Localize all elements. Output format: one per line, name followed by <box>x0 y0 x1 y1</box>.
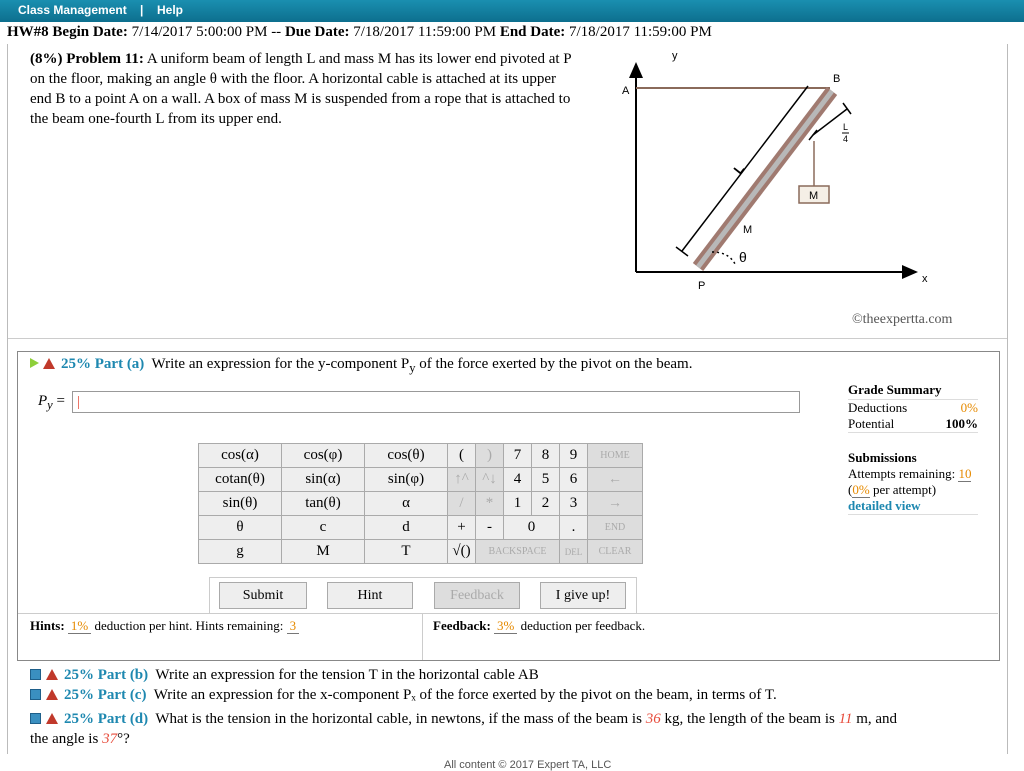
key-clear[interactable]: CLEAR <box>588 540 643 564</box>
frame-right <box>1007 44 1008 754</box>
label-quarter-den: 4 <box>843 134 849 144</box>
equation-keypad <box>198 443 643 564</box>
hw-name: HW#8 <box>7 24 49 40</box>
part-c-header[interactable]: 25% Part (c) Write an expression for the x-component Pₓ of the force exerted by the pivot on the beam, in terms of T. <box>30 687 777 704</box>
key-c[interactable]: c <box>282 516 365 540</box>
key-g[interactable]: g <box>199 540 282 564</box>
key-multiply[interactable]: * <box>476 492 504 516</box>
part-b-text: Write an expression for the tension T in the horizontal cable AB <box>155 667 539 683</box>
expand-triangle-icon[interactable] <box>30 358 39 368</box>
answer-input[interactable] <box>72 391 800 413</box>
end-date: 7/18/2017 11:59:00 PM <box>568 24 712 40</box>
key-minus[interactable]: - <box>476 516 504 540</box>
key-sin-theta[interactable]: sin(θ) <box>199 492 282 516</box>
part-a-percent: 25% Part (a) <box>61 356 145 372</box>
problem-weight: (8%) <box>30 51 63 67</box>
submissions-panel: Submissions Attempts remaining: 10 (0% per attempt) detailed view <box>848 450 978 515</box>
begin-date: 7/14/2017 5:00:00 PM <box>131 24 268 40</box>
key-del[interactable]: DEL <box>560 540 588 564</box>
key-3[interactable]: 3 <box>560 492 588 516</box>
submissions-title: Submissions <box>848 450 917 465</box>
key-superscript[interactable]: ↑^ <box>448 468 476 492</box>
x-arrow-icon <box>902 265 918 279</box>
hints-info: Hints: 1% deduction per hint. Hints remaining: 3 <box>30 618 299 634</box>
give-up-button[interactable]: I give up! <box>540 582 626 609</box>
answer-label: $P_y$ = <box>38 393 65 412</box>
copyright-credit: ©theexpertta.com <box>852 312 953 327</box>
due-label: Due Date: <box>284 24 350 40</box>
beam-mass-value: 36 <box>645 711 661 727</box>
attempts-remaining: 10 <box>958 466 972 481</box>
key-5[interactable]: 5 <box>532 468 560 492</box>
detailed-view-link[interactable]: detailed view <box>848 498 921 513</box>
key-cos-theta[interactable]: cos(θ) <box>365 444 448 468</box>
label-m-beam: M <box>743 224 753 236</box>
hints-feedback-divider <box>422 614 423 660</box>
key-4[interactable]: 4 <box>504 468 532 492</box>
beam-length-value: 11 <box>838 711 853 727</box>
key-tan-theta[interactable]: tan(θ) <box>282 492 365 516</box>
warning-icon <box>46 669 58 680</box>
grade-title: Grade Summary <box>848 382 978 400</box>
part-c-text: Write an expression for the x-component Pₓ of the force exerted by the pivot on the beam, in terms of T. <box>153 687 777 703</box>
label-x: x <box>922 273 928 285</box>
label-b: B <box>833 73 841 85</box>
part-d-continued: the angle is 37°? <box>30 731 130 747</box>
key-right-arrow-icon[interactable]: → <box>588 492 643 516</box>
label-theta: θ <box>739 249 747 265</box>
key-sin-alpha[interactable]: sin(α) <box>282 468 365 492</box>
key-sqrt[interactable]: √() <box>448 540 476 564</box>
key-theta[interactable]: θ <box>199 516 282 540</box>
part-b-header[interactable]: 25% Part (b) Write an expression for the tension T in the horizontal cable AB <box>30 667 539 684</box>
submit-button[interactable]: Submit <box>219 582 307 609</box>
footer-copyright: All content © 2017 Expert TA, LLC <box>444 759 612 771</box>
beam-diagram <box>600 52 980 297</box>
key-left-arrow-icon[interactable]: ← <box>588 468 643 492</box>
label-y: y <box>672 52 678 62</box>
y-arrow-icon <box>629 62 643 78</box>
key-divide[interactable]: / <box>448 492 476 516</box>
potential-value: 100% <box>945 416 978 431</box>
key-2[interactable]: 2 <box>532 492 560 516</box>
part-d-header[interactable]: 25% Part (d) What is the tension in the horizontal cable, in newtons, if the mass of the beam is 36 kg, the length of the beam is 11 m, and <box>30 711 897 728</box>
frame-left <box>7 44 8 754</box>
end-label: End Date: <box>499 24 566 40</box>
label-p: P <box>698 280 706 292</box>
key-open-paren[interactable]: ( <box>448 444 476 468</box>
hint-button[interactable]: Hint <box>327 582 413 609</box>
part-a-sub: y <box>409 361 416 375</box>
key-7[interactable]: 7 <box>504 444 532 468</box>
part-a-header[interactable] <box>30 356 692 376</box>
key-t[interactable]: T <box>365 540 448 564</box>
key-cos-phi[interactable]: cos(φ) <box>282 444 365 468</box>
feedback-button[interactable]: Feedback <box>434 582 520 609</box>
key-d[interactable]: d <box>365 516 448 540</box>
hints-divider <box>18 613 998 614</box>
warning-icon <box>46 713 58 724</box>
key-alpha[interactable]: α <box>365 492 448 516</box>
expand-part-icon[interactable] <box>30 689 41 700</box>
key-subscript[interactable]: ^↓ <box>476 468 504 492</box>
key-m[interactable]: M <box>282 540 365 564</box>
key-8[interactable]: 8 <box>532 444 560 468</box>
label-quarter-num: L <box>843 122 849 132</box>
label-a: A <box>622 85 630 97</box>
nav-separator: | <box>140 3 144 17</box>
date-sep: -- <box>271 24 282 40</box>
key-0[interactable]: 0 <box>504 516 560 540</box>
warning-icon <box>46 689 58 700</box>
begin-label: Begin Date: <box>52 24 128 40</box>
top-nav-bar <box>0 0 1024 22</box>
key-end[interactable]: END <box>588 516 643 540</box>
key-sin-phi[interactable]: sin(φ) <box>365 468 448 492</box>
feedback-info: Feedback: 3% deduction per feedback. <box>433 618 646 633</box>
angle-value: 37 <box>102 731 118 747</box>
expand-part-icon[interactable] <box>30 713 41 724</box>
grade-summary: Grade Summary Deductions 0% Potential 100% <box>848 382 978 431</box>
due-date: 7/18/2017 11:59:00 PM <box>353 24 497 40</box>
key-plus[interactable]: + <box>448 516 476 540</box>
problem-statement <box>30 49 580 129</box>
beam-highlight <box>698 91 832 267</box>
label-m-box: M <box>809 190 819 202</box>
key-1[interactable]: 1 <box>504 492 532 516</box>
deductions-value: 0% <box>960 400 978 415</box>
part-a-text2: of the force exerted by the pivot on the beam. <box>415 356 693 372</box>
key-6[interactable]: 6 <box>560 468 588 492</box>
hints-remaining: 3 <box>287 618 300 634</box>
key-close-paren[interactable]: ) <box>476 444 504 468</box>
class-management-link[interactable]: Class Management <box>18 3 127 17</box>
divider <box>8 338 1007 339</box>
key-cos-alpha[interactable]: cos(α) <box>199 444 282 468</box>
problem-text: A uniform beam of length L and mass M has its lower end pivoted at P on the floor, making an angle θ with the floor. A horizontal cable is attached at its upper end B to a point A on a wall. A box of mass M is suspended from a rope that is attached to the beam one-fourth L from its upper end. <box>30 51 572 127</box>
help-link[interactable]: Help <box>157 3 184 17</box>
warning-icon <box>43 358 55 369</box>
part-a-text: Write an expression for the y-component P <box>151 356 410 372</box>
expand-part-icon[interactable] <box>30 669 41 680</box>
key-9[interactable]: 9 <box>560 444 588 468</box>
label-l: L <box>730 161 748 177</box>
assignment-dates <box>7 24 712 41</box>
key-backspace[interactable]: BACKSPACE <box>476 540 560 564</box>
key-decimal[interactable]: . <box>560 516 588 540</box>
problem-label: Problem 11: <box>66 51 144 67</box>
key-cotan-theta[interactable]: cotan(θ) <box>199 468 282 492</box>
key-home[interactable]: HOME <box>588 444 643 468</box>
